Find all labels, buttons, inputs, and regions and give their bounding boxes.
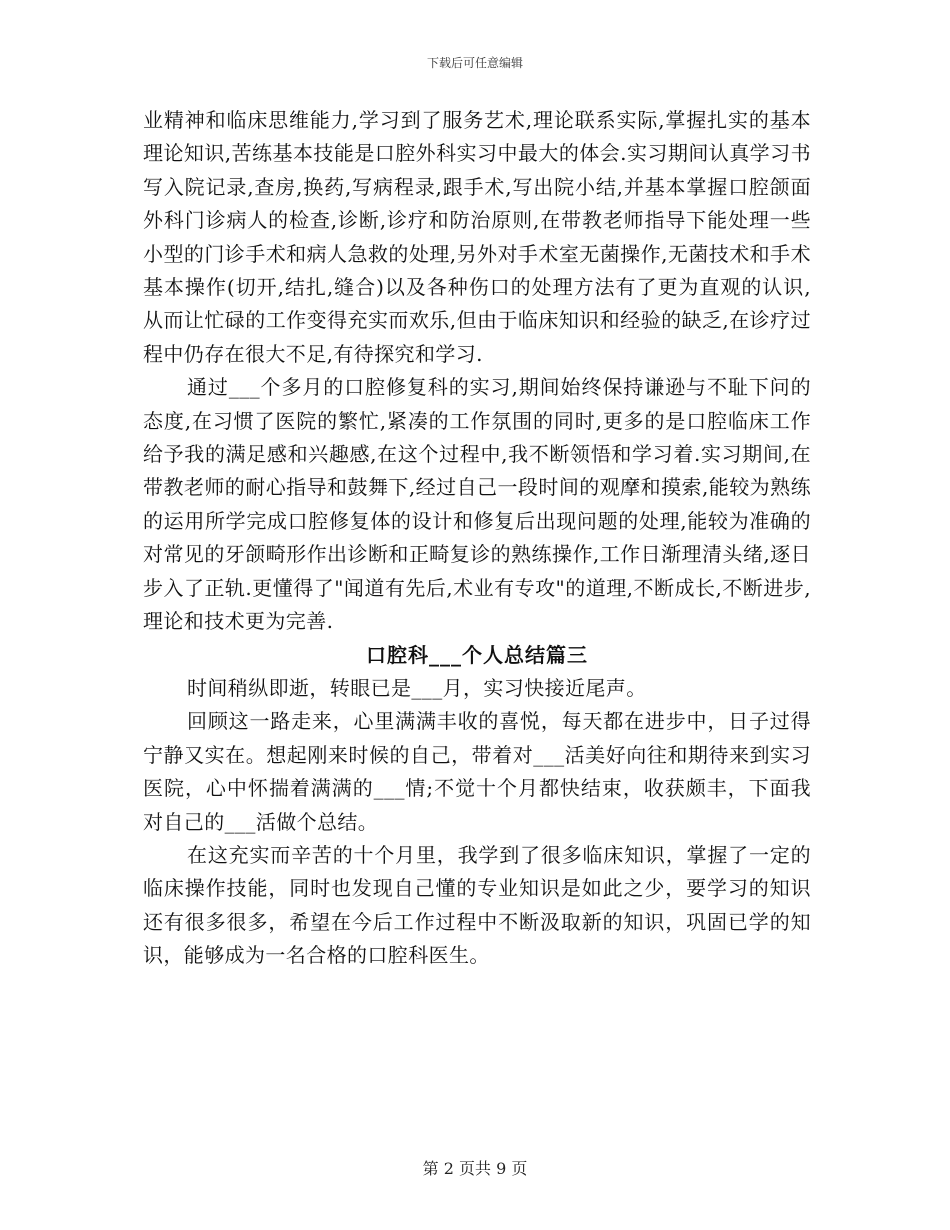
section-heading: 口腔科___个人总结篇三 xyxy=(366,642,588,667)
page-header: 下载后可任意编辑 xyxy=(426,56,523,70)
paragraph-1: 业精神和临床思维能力,学习到了服务艺术,理论联系实际,掌握扎实的基本理论知识,苦练基本技能是口腔外科实习中最大的体会.实习期间认真学习书写入院记录,查房,换药,写病程录,跟手术,写出院小结,并基本掌握口腔颌面外科门诊病人的检查,诊断,诊疗和防治原则,在带教老师指导下能处理一些小型的门诊手术和病人急救的处理,另外对手术室无菌操作,无菌技术和手术基本操作(切开,结扎,缝合)以及各种伤口的处理方法有了更为直观的认识,从而让忙碌的工作变得充实而欢乐,但由于临床知识和经验的缺乏,在诊疗过程中仍存在很大不足,有待探究和学习. xyxy=(143,108,811,366)
paragraph-3: 时间稍纵即逝，转眼已是___月，实习快接近尾声。 xyxy=(187,675,647,700)
document-body xyxy=(143,104,811,973)
paragraph-4: 回顾这一路走来，心里满满丰收的喜悦，每天都在进步中，日子过得宁静又实在。想起刚来时候的自己，带着对___活美好向往和期待来到实习医院，心中怀揣着满满的___情;不觉十个月都快结束，收获颇丰，下面我对自己的___活做个总结。 xyxy=(143,709,811,834)
paragraph-5: 在这充实而辛苦的十个月里，我学到了很多临床知识，掌握了一定的临床操作技能，同时也发现自己懂的专业知识是如此之少，要学习的知识还有很多很多，希望在今后工作过程中不断汲取新的知识，巩固已学的知识，能够成为一名合格的口腔科医生。 xyxy=(143,842,811,968)
page-footer: 第 2 页共 9 页 xyxy=(422,1159,528,1178)
paragraph-2: 通过___个多月的口腔修复科的实习,期间始终保持谦逊与不耻下问的态度,在习惯了医院的繁忙,紧凑的工作氛围的同时,更多的是口腔临床工作给予我的满足感和兴趣感,在这个过程中,我不断领悟和学习着.实习期间,在带教老师的耐心指导和鼓舞下,经过自己一段时间的观摩和摸索,能较为熟练的运用所学完成口腔修复体的设计和修复后出现问题的处理,能较为准确的对常见的牙颌畸形作出诊断和正畸复诊的熟练操作,工作日渐理清头绪,逐日步入了正轨.更懂得了"闻道有先后,术业有专攻"的道理,不断成长,不断进步,理论和技术更为完善. xyxy=(143,375,811,634)
